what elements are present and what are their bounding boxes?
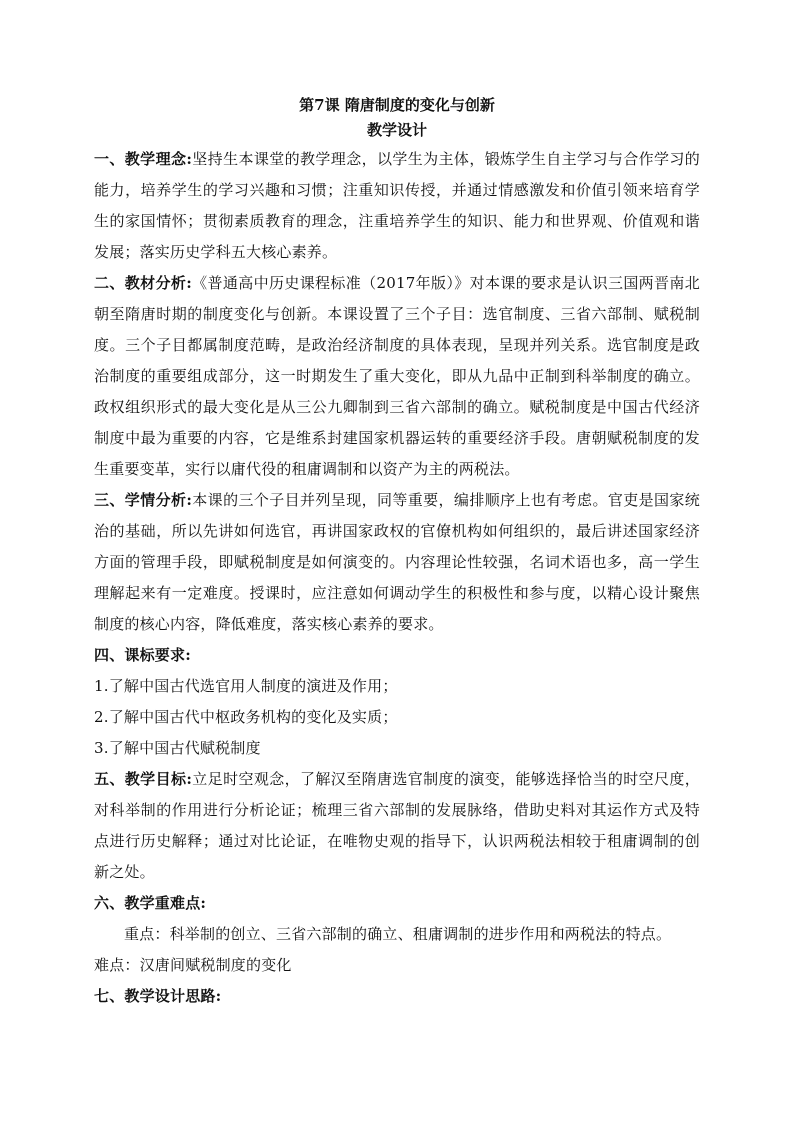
section-textbook-analysis	[94, 268, 700, 485]
section-teaching-philosophy	[94, 144, 700, 268]
page-subtitle: 教学设计	[366, 121, 427, 139]
section-heading: 一、教学理念:	[94, 150, 193, 168]
section-key-difficult-points	[94, 888, 700, 919]
section-text: 《普通高中历史课程标准（2017年版）》对本课的要求是认识三国两晋南北朝至隋唐时期的制度变化与创新。本课设置了三个子目：选官制度、三省六部制、赋税制度。三个子目都属制度范畴，是政治经济制度的具体表现，呈现并列关系。选官制度是政治制度的重要组成部分，这一时期发生了重大变化，即从九品中正制到科举制度的确立。政权组织形式的最大变化是从三公九卿制到三省六部制的确立。赋税制度是中国古代经济制度中最为重要的内容，它是维系封建国家机器运转的重要经济手段。唐朝赋税制度的发生重要变革，实行以庸代役的租庸调制和以资产为主的两税法。	[94, 274, 700, 478]
document-body	[94, 94, 700, 1012]
section-heading: 二、教材分析:	[94, 274, 192, 292]
key-points-text: 重点：科举制的创立、三省六部制的确立、租庸调制的进步作用和两税法的特点。	[124, 925, 672, 943]
section-text: 本课的三个子目并列呈现，同等重要，编排顺序上也有考虑。官吏是国家统治的基础，所以先讲如何选官，再讲国家政权的官僚机构如何组织的，最后讲述国家经济方面的管理手段，即赋税制度是如何演变的。内容理论性较强，名词术语也多，高一学生理解起来有一定难度。授课时，应注意如何调动学生的积极性和参与度，以精心设计聚焦制度的核心内容，降低难度，落实核心素养的要求。	[94, 491, 700, 633]
section-heading: 六、教学重难点:	[94, 894, 207, 912]
section-text: 坚持生本课堂的教学理念，以学生为主体，锻炼学生自主学习与合作学习的能力，培养学生的学习兴趣和习惯；注重知识传授，并通过情感激发和价值引领来培育学生的家国情怀；贯彻素质教育的理念，注重培养学生的知识、能力和世界观、价值观和谐发展；落实历史学科五大核心素养。	[94, 150, 700, 261]
section-design-approach	[94, 981, 700, 1012]
standard-item: 3.了解中国古代赋税制度	[94, 739, 261, 757]
difficult-points-text: 难点：汉唐间赋税制度的变化	[94, 956, 292, 974]
section-heading: 三、学情分析:	[94, 491, 193, 509]
section-curriculum-requirements	[94, 640, 700, 671]
section-heading: 五、教学目标:	[94, 770, 193, 788]
section-heading: 四、课标要求:	[94, 646, 191, 664]
section-teaching-goals	[94, 764, 700, 888]
section-text: 立足时空观念，了解汉至隋唐选官制度的演变，能够选择恰当的时空尺度，对科举制的作用进行分析论证；梳理三省六部制的发展脉络，借助史料对其运作方式及特点进行历史解释；通过对比论证，在唯物史观的指导下，认识两税法相较于租庸调制的创新之处。	[94, 770, 700, 881]
standard-item: 2.了解中国古代中枢政务机构的变化及实质；	[94, 708, 398, 726]
section-student-analysis	[94, 485, 700, 640]
page-title: 第7课 隋唐制度的变化与创新	[299, 96, 495, 114]
standard-item: 1.了解中国古代选官用人制度的演进及作用；	[94, 677, 398, 695]
section-heading: 七、教学设计思路:	[94, 987, 222, 1005]
